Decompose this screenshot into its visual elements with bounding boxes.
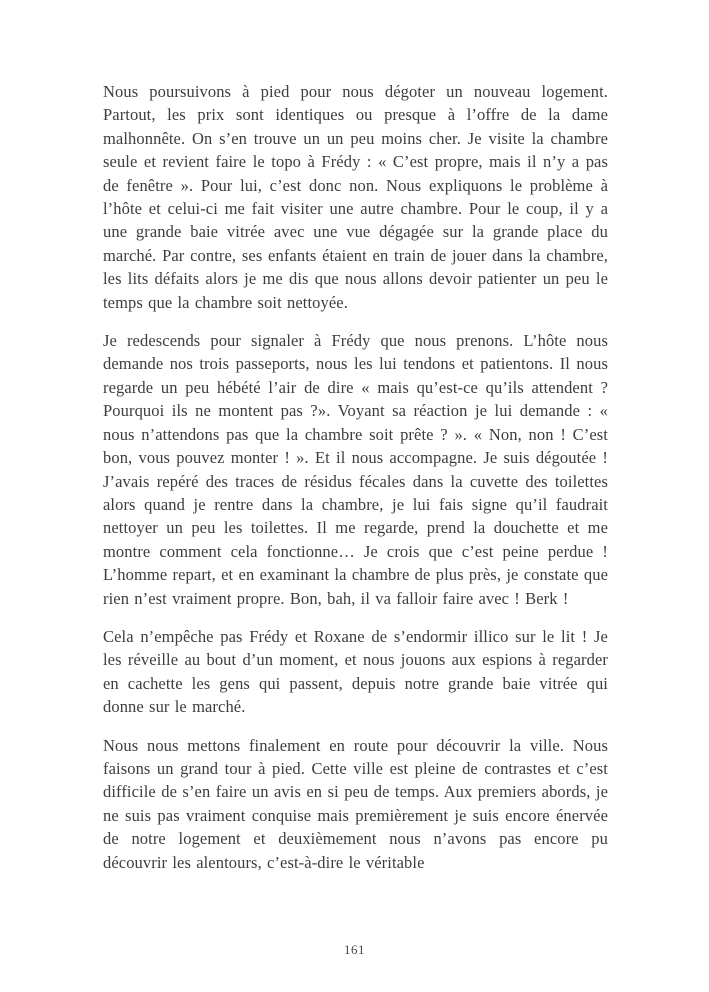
paragraph-3: Cela n’empêche pas Frédy et Roxane de s’endormir illico sur le lit ! Je les réveille au bout d’un moment, et nous jouons aux espions à regarder en cachette les gens qui passent, depuis notre grande baie vitrée qui donne sur le marché.: [103, 626, 608, 717]
paragraph-4: Nous nous mettons finalement en route pour découvrir la ville. Nous faisons un grand tour à pied. Cette ville est pleine de contrastes et c’est difficile de s’en faire un avis en si peu de temps. Aux premiers abords, je ne suis pas vraiment conquise mais premièrement je suis encore énervée de notre logement et deuxièmement nous n’avons pas encore pu découvrir les alentours, c’est-à-dire le véritable: [103, 735, 608, 872]
page-number: 161: [344, 942, 365, 957]
paragraph-2: Je redescends pour signaler à Frédy que nous prenons. L’hôte nous demande nos trois passeports, nous les lui tendons et patientons. Il nous regarde un peu hébété l’air de dire « mais qu’est-ce qu’ils attendent ? Pourquoi ils ne montent pas ?». Voyant sa réaction je lui demande : « nous n’attendons pas que la chambre soit prête ? ». « Non, non ! C’est bon, vous pouvez monter ! ». Et il nous accompagne. Je suis dégoutée ! J’avais repéré des traces de résidus fécales dans la cuvette des toilettes alors quand je rentre dans la chambre, je lui fais signe qu’il faudrait nettoyer un peu les toilettes. Il me regarde, prend la douchette et me montre comment cela fonctionne… Je crois que c’est peine perdue ! L’homme repart, et en examinant la chambre de plus près, je constate que rien n’est vraiment propre. Bon, bah, il va falloir faire avec ! Berk !: [103, 331, 608, 608]
text-block: [103, 80, 608, 889]
paragraph-1: Nous poursuivons à pied pour nous dégoter un nouveau logement. Partout, les prix sont identiques ou presque à l’offre de la dame malhonnête. On s’en trouve un un peu moins cher. Je visite la chambre seule et revient faire le topo à Frédy : « C’est propre, mais il n’y a pas de fenêtre ». Pour lui, c’est donc non. Nous expliquons le problème à l’hôte et celui-ci me fait visiter une autre chambre. Pour le coup, il y a une grande baie vitrée avec une vue dégagée sur la grande place du marché. Par contre, ses enfants étaient en train de jouer dans la chambre, les lits défaits alors je me dis que nous allons devoir patienter un peu le temps que la chambre soit nettoyée.: [103, 82, 608, 312]
